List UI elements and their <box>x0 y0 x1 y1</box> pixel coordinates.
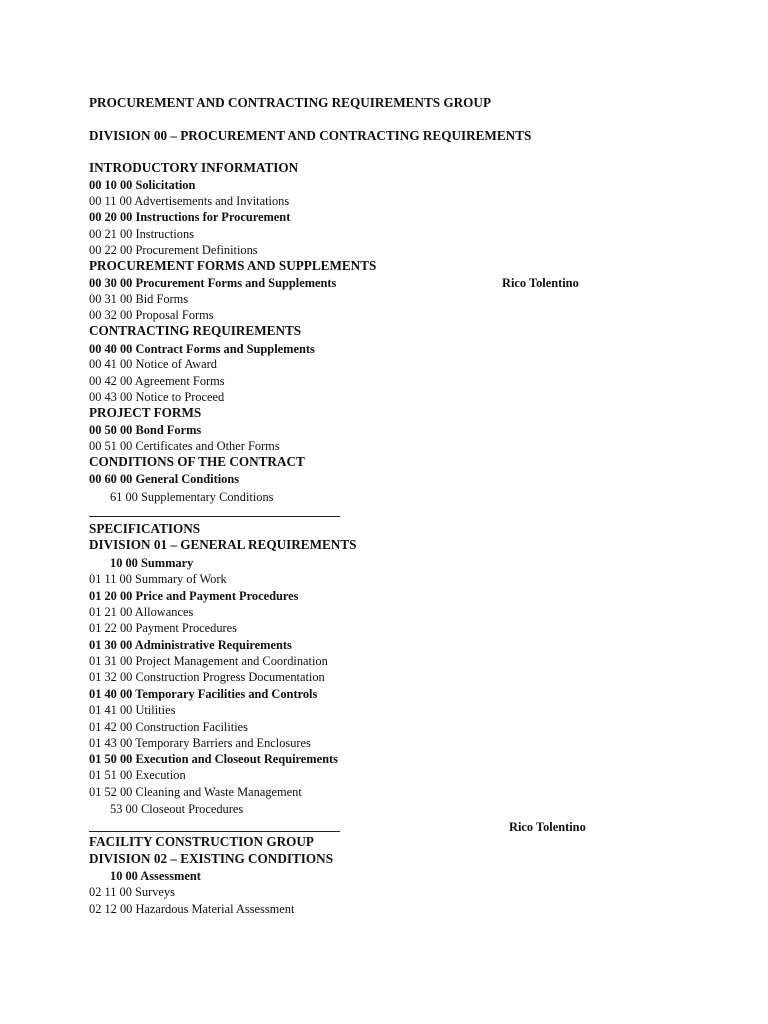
author-name: Rico Tolentino <box>509 820 586 834</box>
toc-item: 00 43 00 Notice to Proceed <box>89 390 225 404</box>
toc-item: 01 51 00 Execution <box>89 768 186 782</box>
toc-item: 00 41 00 Notice of Award <box>89 357 217 371</box>
section-heading: SPECIFICATIONS <box>89 521 201 536</box>
toc-item: 10 00 Summary <box>110 556 194 570</box>
toc-item: 00 32 00 Proposal Forms <box>89 308 214 322</box>
toc-item: 01 30 00 Administrative Requirements <box>89 638 292 652</box>
author-name: Rico Tolentino <box>502 276 579 290</box>
toc-item: 01 52 00 Cleaning and Waste Management <box>89 785 302 799</box>
divider-rule <box>89 831 340 832</box>
group-title: PROCUREMENT AND CONTRACTING REQUIREMENTS GROUP <box>89 95 492 110</box>
toc-item: 00 60 00 General Conditions <box>89 472 240 486</box>
toc-item: 01 22 00 Payment Procedures <box>89 621 237 635</box>
toc-item: 00 40 00 Contract Forms and Supplements <box>89 342 315 356</box>
toc-item: 01 43 00 Temporary Barriers and Enclosures <box>89 736 311 750</box>
group-heading: FACILITY CONSTRUCTION GROUP <box>89 834 314 849</box>
section-heading: CONTRACTING REQUIREMENTS <box>89 323 302 338</box>
division-title: DIVISION 02 – EXISTING CONDITIONS <box>89 851 334 866</box>
toc-item: 00 31 00 Bid Forms <box>89 292 189 306</box>
section-heading: PROJECT FORMS <box>89 405 202 420</box>
toc-item: 02 11 00 Surveys <box>89 885 175 899</box>
toc-item: 01 40 00 Temporary Facilities and Controls <box>89 687 318 701</box>
toc-item: 00 10 00 Solicitation <box>89 178 196 192</box>
toc-item: 00 20 00 Instructions for Procurement <box>89 210 291 224</box>
division-title: DIVISION 01 – GENERAL REQUIREMENTS <box>89 537 357 552</box>
section-heading: CONDITIONS OF THE CONTRACT <box>89 454 305 469</box>
section-heading: INTRODUCTORY INFORMATION <box>89 160 299 175</box>
toc-item: 00 21 00 Instructions <box>89 227 194 241</box>
toc-item: 00 30 00 Procurement Forms and Supplements <box>89 276 337 290</box>
toc-item: 01 50 00 Execution and Closeout Requirements <box>89 752 338 766</box>
toc-item: 01 21 00 Allowances <box>89 605 194 619</box>
toc-item: 01 31 00 Project Management and Coordination <box>89 654 328 668</box>
toc-item: 01 20 00 Price and Payment Procedures <box>89 589 299 603</box>
toc-item: 53 00 Closeout Procedures <box>110 802 244 816</box>
toc-item: 01 41 00 Utilities <box>89 703 176 717</box>
toc-item: 61 00 Supplementary Conditions <box>110 490 274 504</box>
divider-rule <box>89 516 340 517</box>
toc-item: 01 11 00 Summary of Work <box>89 572 227 586</box>
toc-item: 10 00 Assessment <box>110 869 201 883</box>
toc-item: 00 51 00 Certificates and Other Forms <box>89 439 280 453</box>
section-heading: PROCUREMENT FORMS AND SUPPLEMENTS <box>89 258 377 273</box>
division-00-title: DIVISION 00 – PROCUREMENT AND CONTRACTING REQUIREMENTS <box>89 128 532 143</box>
toc-item: 02 12 00 Hazardous Material Assessment <box>89 902 295 916</box>
toc-item: 00 50 00 Bond Forms <box>89 423 202 437</box>
toc-item: 01 42 00 Construction Facilities <box>89 720 249 734</box>
toc-item: 00 11 00 Advertisements and Invitations <box>89 194 290 208</box>
toc-item: 01 32 00 Construction Progress Documentation <box>89 670 325 684</box>
toc-item: 00 42 00 Agreement Forms <box>89 374 225 388</box>
toc-item: 00 22 00 Procurement Definitions <box>89 243 258 257</box>
